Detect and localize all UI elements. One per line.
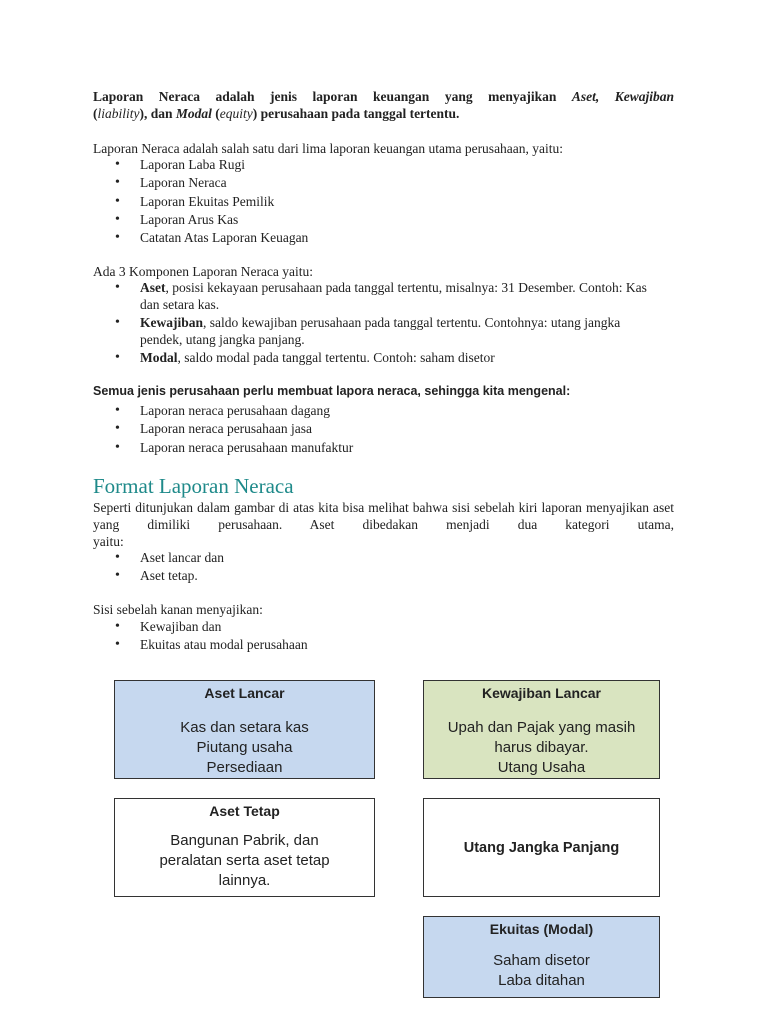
- list-item: • Laporan neraca perusahaan dagang: [93, 402, 653, 420]
- list-item: • Kewajiban, saldo kewajiban perusahaan pada tanggal tertentu. Contohnya: utang jangka pendek, utang jangka panjang.: [93, 315, 653, 348]
- list-item: • Modal, saldo modal pada tanggal tertentu. Contoh: saham disetor: [93, 350, 653, 367]
- intro-paragraph-line2: (liability), dan Modal (equity) perusahaan pada tanggal tertentu.: [93, 106, 460, 121]
- right-side-list: [93, 618, 653, 655]
- list-item: • Kewajiban dan: [93, 618, 653, 636]
- aset-lancar-box: Aset Lancar Kas dan setara kas Piutang usaha Persediaan: [114, 680, 375, 779]
- format-paragraph-end: yaitu:: [93, 534, 124, 549]
- utang-jangka-panjang-box: [423, 798, 660, 897]
- section1-lead: Laporan Neraca adalah salah satu dari lima laporan keuangan utama perusahaan, yaitu:: [93, 141, 564, 156]
- aset-tetap-box: Aset Tetap Bangunan Pabrik, dan peralatan serta aset tetap lainnya.: [114, 798, 375, 897]
- list-item: • Laporan Laba Rugi: [93, 156, 653, 174]
- list-item: • Ekuitas atau modal perusahaan: [93, 636, 653, 654]
- list-item: • Catatan Atas Laporan Keuagan: [93, 229, 653, 247]
- list-item: • Laporan neraca perusahaan jasa: [93, 420, 653, 438]
- asset-categories-list: [93, 549, 653, 586]
- box-title: Ekuitas (Modal): [489, 921, 594, 937]
- box-title: Aset Lancar: [204, 685, 285, 701]
- format-paragraph: Seperti ditunjukan dalam gambar di atas kita bisa melihat bahwa sisi sebelah kiri laporan menyajikan aset yang dimiliki perusahaan. Aset dibedakan menjadi dua kategori utama,: [93, 500, 674, 532]
- right-side-lead: Sisi sebelah kanan menyajikan:: [93, 602, 263, 617]
- ekuitas-box: Ekuitas (Modal) Saham disetor Laba ditahan: [423, 916, 660, 998]
- section2-lead: Ada 3 Komponen Laporan Neraca yaitu:: [93, 264, 314, 279]
- box-title: Kewajiban Lancar: [481, 685, 602, 701]
- list-item: • Laporan Neraca: [93, 174, 653, 192]
- list-item: • Aset lancar dan: [93, 549, 653, 567]
- list-item: • Laporan Ekuitas Pemilik: [93, 193, 653, 211]
- list-item: • Laporan neraca perusahaan manufaktur: [93, 439, 653, 457]
- box-title: Utang Jangka Panjang: [463, 839, 620, 856]
- box-title: Aset Tetap: [209, 803, 280, 819]
- list-item: • Aset tetap.: [93, 567, 653, 585]
- components-list: [93, 280, 653, 369]
- list-item: • Aset, posisi kekayaan perusahaan pada tanggal tertentu, misalnya: 31 Desember. Contoh: Kas dan setara kas.: [93, 280, 653, 313]
- financial-reports-list: [93, 156, 653, 247]
- format-heading: Format Laporan Neraca: [93, 474, 294, 498]
- section3-lead: Semua jenis perusahaan perlu membuat lapora neraca, sehingga kita mengenal:: [93, 384, 571, 398]
- company-types-list: [93, 402, 653, 457]
- intro-paragraph: Laporan Neraca adalah jenis laporan keuangan yang menyajikan Aset, Kewajiban: [93, 89, 675, 104]
- kewajiban-lancar-box: Kewajiban Lancar Upah dan Pajak yang masih harus dibayar. Utang Usaha: [423, 680, 660, 779]
- list-item: • Laporan Arus Kas: [93, 211, 653, 229]
